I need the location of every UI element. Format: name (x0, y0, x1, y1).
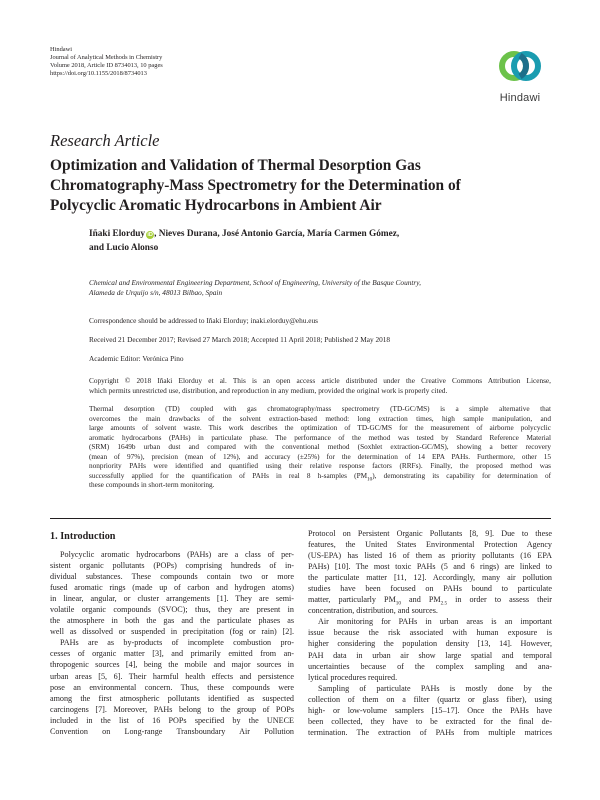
body-line: collection of them on a filter (quartz or glass fiber), using (308, 694, 552, 704)
body-line: PAH data in urban air show large spatial and temporal (308, 650, 552, 660)
article-type: Research Article (50, 131, 160, 150)
body-line: features, the United States Environmental Protection Agency (308, 540, 552, 550)
doi-link[interactable]: https://doi.org/10.1155/2018/8734013 (50, 70, 147, 77)
subscript: 2.5 (440, 600, 448, 607)
body-line: thropogenic sources [4], being the mobile and major sources in (50, 660, 294, 670)
body-line (308, 594, 552, 605)
body-text: matter, particularly PM (308, 595, 396, 605)
body-line: urban areas [5, 6]. Their harmful health effects and persistence (50, 671, 294, 681)
divider (50, 518, 551, 519)
body-line: high- or low-volume samplers [15–17]. Once the PAHs have (308, 705, 552, 715)
abstract-line: Thermal desorption (TD) coupled with gas chromatography/mass spectrometry (TD-GC/MS) is a simple alternative that (89, 405, 551, 413)
body-line: (US-EPA) has listed 16 of them as priority pollutants (16 EPA (308, 551, 552, 561)
author-names: and Lucio Alonso (89, 243, 159, 253)
body-line: sistent organic pollutants (POPs) comprising hundreds of in- (50, 561, 294, 571)
body-line: higher considering the population density [13, 14]. However, (308, 639, 552, 649)
volume-line: Volume 2018, Article ID 8734013, 10 pages (50, 62, 163, 69)
abstract-text: ), demonstrating its capability for determination of (372, 471, 551, 480)
body-line: uncertainties because of the complex sampling and ana- (308, 661, 552, 671)
body-text: and PM (400, 595, 441, 605)
abstract-line: large amounts of solvent waste. This work describes the optimization of TD-GC/MS for the measurement of airborne polycyclic (89, 424, 551, 433)
subscript: 10 (367, 476, 373, 483)
abstract (89, 405, 551, 491)
title-line: Chromatography-Mass Spectrometry for the Determination of (50, 177, 461, 194)
body-line: Polycyclic aromatic hydrocarbons (PAHs) are a class of per- (60, 550, 294, 559)
copyright-line: Copyright © 2018 Iñaki Elorduy et al. This is an open access article distributed under the Creative Commons Attribution License, (89, 376, 551, 385)
abstract-line: aromatic hydrocarbons (PAHs) in particulate phase. The performance of the method was tested by Standard Reference Material (89, 433, 551, 442)
body-line: pose an environmental concern. Thus, these compounds were (50, 682, 294, 692)
abstract-text: successfully applied for the quantification of PAHs in real 8 h-samples (PM (89, 471, 368, 480)
publisher-name: Hindawi (50, 46, 73, 53)
body-line: cesses of organic matter [3], and primarily emitted from an- (50, 649, 294, 659)
author-list (89, 227, 559, 255)
copyright-notice (89, 376, 551, 395)
body-line: issue because the risk associated with human exposure is (308, 628, 552, 638)
body-line: Sampling of particulate PAHs is mostly done by the (318, 683, 552, 693)
body-line: PAHs) [10]. The most toxic PAHs (5 and 6 rings) are linked to (308, 562, 552, 572)
affiliation-line: Chemical and Environmental Engineering Department, School of Engineering, University of the Basque Country, (89, 278, 421, 287)
body-column-right (308, 528, 552, 738)
body-line: the particulate matter [11, 12]. Accordingly, many air pollution (308, 573, 552, 583)
title-line: Polycyclic Aromatic Hydrocarbons in Ambient Air (50, 197, 382, 214)
hindawi-logo-icon (497, 46, 543, 86)
journal-metadata (50, 46, 350, 78)
body-line: been collected, they have to be extracted for the final de- (308, 716, 552, 726)
abstract-line: nonpriority PAHs were identified and quantified using their relative response factors (RRFs). Finally, the proposed method was (89, 462, 551, 471)
hindawi-logo-text: Hindawi (499, 92, 541, 104)
body-line: termination. The extraction of PAHs from multiple matrices (308, 727, 552, 737)
body-column-left (50, 549, 294, 737)
article-dates: Received 21 December 2017; Revised 27 March 2018; Accepted 11 April 2018; Published 2 May 2018 (89, 335, 391, 344)
body-line: volatile organic compounds (SVOC); thus, they are present in (50, 605, 294, 615)
body-line: in linear, angular, or cluster arrangements [1]. They are semi- (50, 594, 294, 604)
correspondence: Correspondence should be addressed to Iñaki Elorduy; inaki.elorduy@ehu.eus (89, 316, 319, 325)
body-line: lytical procedures required. (308, 672, 398, 682)
body-line: Air monitoring for PAHs in urban areas is an important (318, 617, 552, 627)
article-title (50, 156, 570, 216)
abstract-line: (mean of 97%), precision (mean of 12%), and accuracy (±25%) for the determination of 14 EPA PAHs. Furthermore, other 15 (89, 452, 551, 461)
author-names: , Nieves Durana, José Antonio García, María Carmen Gómez, (154, 229, 400, 239)
section-heading: 1. Introduction (50, 531, 116, 542)
abstract-line: these compounds in short-term monitoring. (89, 481, 215, 490)
body-line: Protocol on Persistent Organic Pollutants [8, 9]. Due to these (308, 529, 552, 538)
abstract-line (89, 472, 551, 482)
body-line: Convention on Long-range Transboundary Air Pollution (50, 726, 294, 736)
body-line: included in the list of 16 POPs specified by the UNECE (50, 715, 294, 725)
journal-name: Journal of Analytical Methods in Chemistry (50, 54, 163, 61)
body-line: the atmosphere in both the gas and the particulate phases as (50, 616, 294, 626)
body-line: carcinogens [7]. Moreover, PAHs belong to the group of POPs (50, 704, 294, 714)
body-line: concentration, distribution, and sources. (308, 606, 438, 616)
copyright-line: which permits unrestricted use, distribution, and reproduction in any medium, provided the original work is properly cited. (89, 385, 448, 395)
title-line: Optimization and Validation of Thermal Desorption Gas (50, 157, 421, 174)
body-line: among the first atmospheric pollutants identified as suspected (50, 693, 294, 703)
academic-editor: Academic Editor: Verónica Pino (89, 354, 184, 363)
body-line: dividual substances. These compounds contain two or more (50, 572, 294, 582)
affiliation (89, 278, 559, 297)
subscript: 10 (395, 600, 401, 607)
affiliation-line: Alameda de Urquijo s/n, 48013 Bilbao, Spain (89, 287, 223, 297)
body-line: fused aromatic rings (made up of carbon and hydrogen atoms) (50, 583, 294, 593)
abstract-line: overcomes the main drawbacks of the solvent extraction-based method: long extraction times, high sample manipulation, and (89, 414, 551, 423)
body-line: studies have been focused on PAHs bound to particulate (308, 584, 552, 594)
hindawi-logo[interactable] (489, 46, 551, 106)
abstract-line: (SRM) 1649b urban dust and compared with the conventional method (Soxhlet extraction-GC/MS), showing a better recovery (89, 443, 551, 452)
orcid-icon[interactable]: iD (147, 232, 153, 238)
body-line: well as dissolved or suspended in precipitation (fog or rain) [2]. (50, 627, 294, 637)
body-line: PAHs are as by-products of incomplete combustion pro- (60, 638, 294, 648)
body-text: in order to assess their (447, 595, 552, 605)
author-name: Iñaki Elorduy (89, 229, 146, 239)
